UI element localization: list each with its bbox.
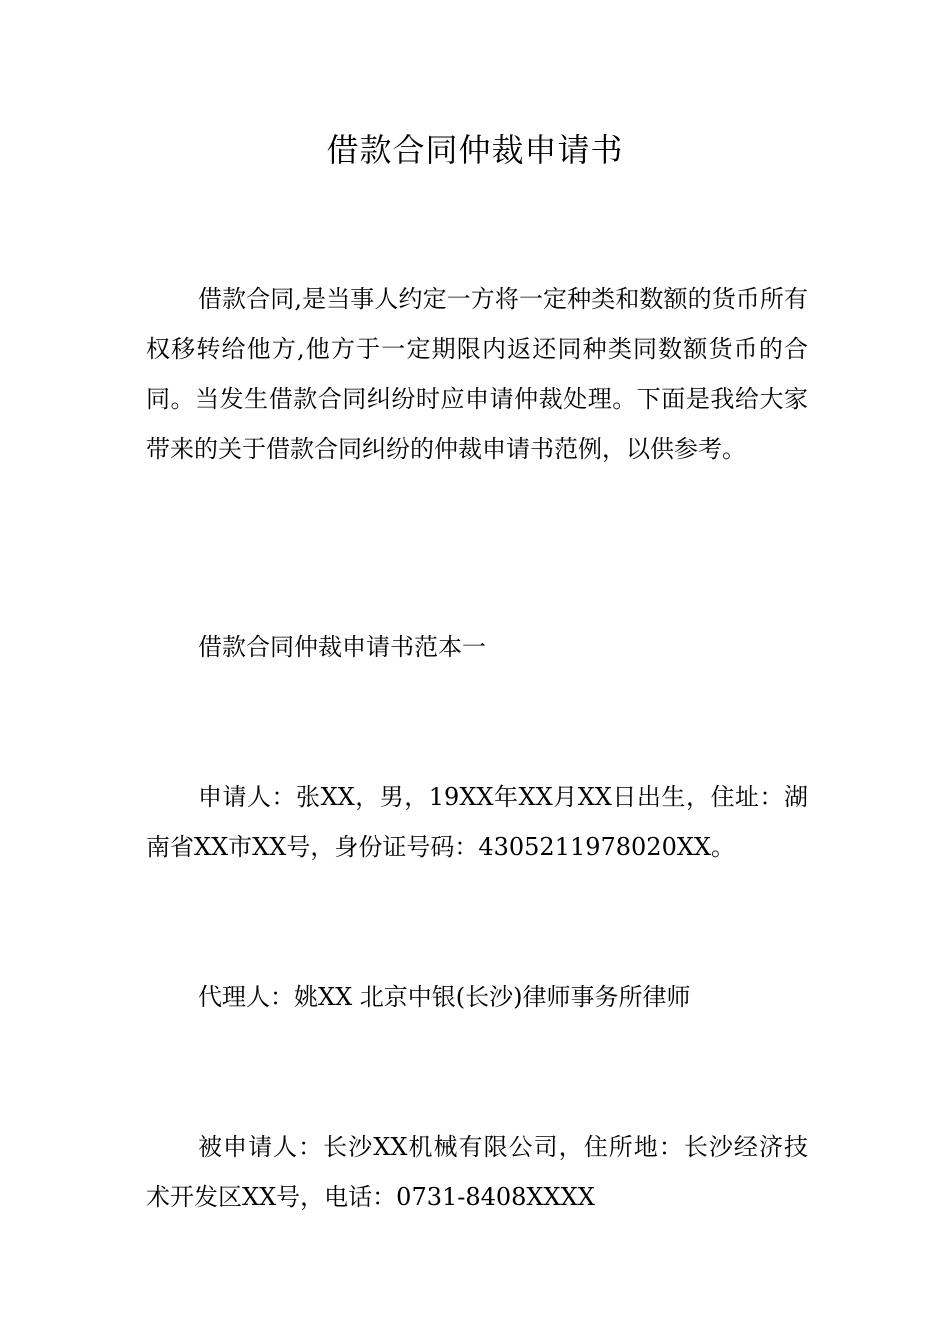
sample-heading: 借款合同仲裁申请书范本一 [198,633,486,661]
respondent-paragraph: 被申请人：长沙XX机械有限公司，住所地：长沙经济技术开发区XX号，电话：0731-8408XXXX [146,1133,808,1211]
document-title: 借款合同仲裁申请书 [326,131,624,169]
applicant-paragraph: 申请人：张XX，男，19XX年XX月XX日出生，住址：湖南省XX市XX号，身份证号码：4305211978020XX。 [146,783,808,861]
intro-paragraph: 借款合同,是当事人约定一方将一定种类和数额的货币所有权移转给他方,他方于一定期限内返还同种类同数额货币的合同。当发生借款合同纠纷时应申请仲裁处理。下面是我给大家带来的关于借款合同纠纷的仲裁申请书范例，以供参考。 [146,285,808,463]
agent-paragraph: 代理人：姚XX 北京中银(长沙)律师事务所律师 [198,983,691,1011]
